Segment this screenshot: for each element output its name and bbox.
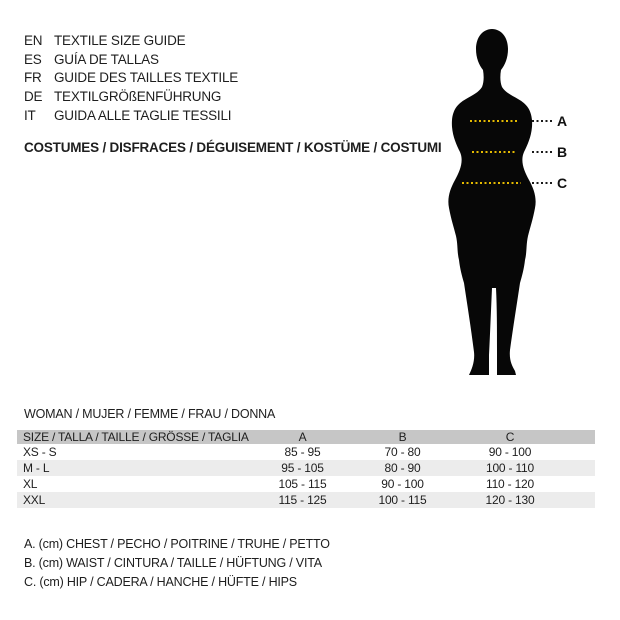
language-row bbox=[24, 50, 238, 69]
cell-c: 100 - 110 bbox=[485, 461, 535, 475]
cell-b: 90 - 100 bbox=[381, 477, 424, 491]
woman-silhouette-figure bbox=[440, 25, 550, 380]
language-label: GUÍA DE TALLAS bbox=[54, 51, 159, 67]
cell-c: 120 - 130 bbox=[485, 493, 535, 507]
table-row bbox=[17, 444, 595, 460]
table-row bbox=[17, 492, 595, 508]
cell-size: XXL bbox=[23, 493, 46, 507]
chest-measure-line bbox=[470, 120, 518, 122]
woman-silhouette-path bbox=[448, 29, 535, 375]
language-list bbox=[24, 31, 238, 124]
legend-line-hip: C. (cm) HIP / CADERA / HANCHE / HÜFTE / HIPS bbox=[24, 574, 297, 589]
cell-b: 100 - 115 bbox=[378, 493, 427, 507]
header-cell-size: SIZE / TALLA / TAILLE / GRÖSSE / TAGLIA bbox=[23, 430, 249, 444]
cell-a: 95 - 105 bbox=[281, 461, 324, 475]
waist-leader-line bbox=[532, 151, 554, 153]
language-label: GUIDA ALLE TAGLIE TESSILI bbox=[54, 107, 232, 123]
language-label: TEXTILE SIZE GUIDE bbox=[54, 32, 186, 48]
cell-c: 90 - 100 bbox=[488, 445, 532, 459]
cell-size: M - L bbox=[23, 461, 50, 475]
legend-line-waist: B. (cm) WAIST / CINTURA / TAILLE / HÜFTUNG / VITA bbox=[24, 556, 322, 571]
language-row bbox=[24, 106, 238, 125]
hip-measure-line bbox=[462, 182, 521, 184]
measurement-legend bbox=[24, 535, 330, 591]
cell-a: 115 - 125 bbox=[278, 493, 327, 507]
language-code: IT bbox=[24, 107, 36, 123]
marker-letter-c: C bbox=[557, 175, 567, 191]
cell-c: 110 - 120 bbox=[485, 477, 535, 491]
language-code: EN bbox=[24, 32, 43, 48]
language-row bbox=[24, 87, 238, 106]
language-label: GUIDE DES TAILLES TEXTILE bbox=[54, 70, 239, 86]
language-row bbox=[24, 68, 238, 87]
cell-size: XL bbox=[23, 477, 38, 491]
cell-a: 105 - 115 bbox=[278, 477, 327, 491]
marker-letter-a: A bbox=[557, 113, 567, 129]
language-code: ES bbox=[24, 51, 42, 67]
language-code: DE bbox=[24, 88, 43, 104]
language-row bbox=[24, 31, 238, 50]
legend-line-chest: A. (cm) CHEST / PECHO / POITRINE / TRUHE / PETTO bbox=[24, 537, 330, 552]
language-code: FR bbox=[24, 70, 42, 86]
hip-leader-line bbox=[532, 182, 554, 184]
cell-a: 85 - 95 bbox=[284, 445, 321, 459]
cell-size: XS - S bbox=[23, 445, 57, 459]
marker-letter-b: B bbox=[557, 144, 567, 160]
section-title-woman: WOMAN / MUJER / FEMME / FRAU / DONNA bbox=[24, 407, 276, 421]
table-row bbox=[17, 476, 595, 492]
cell-b: 70 - 80 bbox=[384, 445, 421, 459]
category-title: COSTUMES / DISFRACES / DÉGUISEMENT / KOSTÜME / COSTUMI bbox=[24, 140, 442, 155]
table-row bbox=[17, 460, 595, 476]
language-label: TEXTILGRÖßENFÜHRUNG bbox=[54, 88, 222, 104]
size-table-header bbox=[17, 430, 595, 444]
cell-b: 80 - 90 bbox=[384, 461, 421, 475]
chest-leader-line bbox=[532, 120, 554, 122]
waist-measure-line bbox=[472, 151, 517, 153]
header-cell-b: B bbox=[398, 430, 407, 444]
header-cell-a: A bbox=[298, 430, 307, 444]
header-cell-c: C bbox=[505, 430, 515, 444]
size-table bbox=[17, 430, 595, 508]
